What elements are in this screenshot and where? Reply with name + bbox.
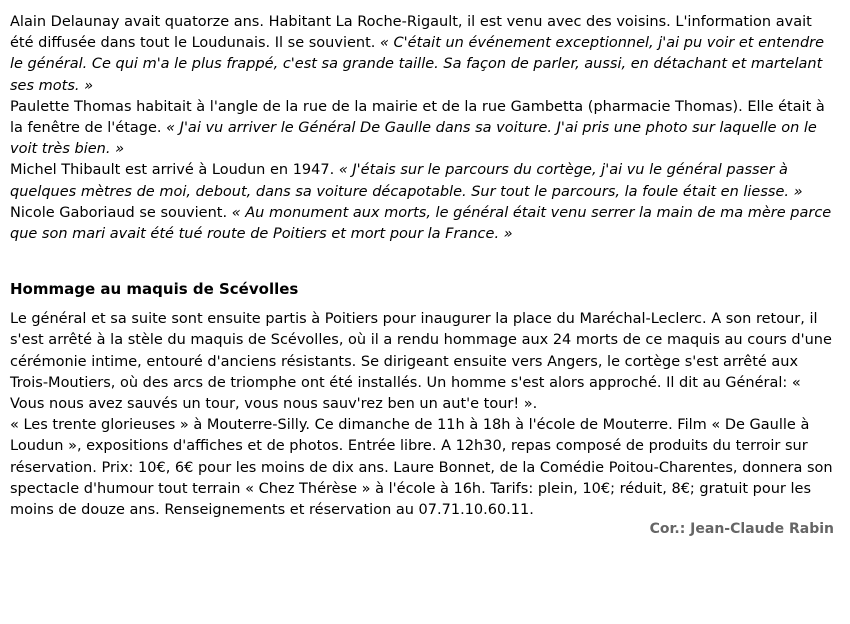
spacer [10,245,836,279]
paragraph-gaboriaud [10,203,836,245]
paragraph-thibault [10,160,836,202]
byline: Cor.: Jean-Claude Rabin [649,521,834,538]
quote-text: « J'étais sur le parcours du cortège, j'ai vu le général passer à quelques mètres de moi, debout, dans sa voiture décapotable. Sur tout le parcours, la foule était en liesse. » [10,162,803,200]
paragraph-scevolles: Le général et sa suite sont ensuite partis à Poitiers pour inaugurer la place du Maréchal-Leclerc. A son retour, il s'est arrêté à la stèle du maquis de Scévolles, où il a rendu hommage aux 24 morts de ce maquis au cours d'une cérémonie intime, entouré d'anciens résistants. Se dirigeant ensuite vers Angers, le cortège s'est arrêté aux Trois-Moutiers, où des arcs de triomphe ont été installés. Un homme s'est alors approché. Il dit au Général: « Vous nous avez sauvés un tour, vous nous sauv'rez ben un aut'e tour! ». [10,311,832,413]
quote-text: « J'ai vu arriver le Général De Gaulle dans sa voiture. J'ai pris une photo sur laquelle on le voit très bien. » [10,120,817,158]
paragraph-text: Nicole Gaboriaud se souvient. [10,204,232,221]
paragraph-event: « Les trente glorieuses » à Mouterre-Silly. Ce dimanche de 11h à 18h à l'école de Mouterre. Film « De Gaulle à Loudun », expositions d'affiches et de photos. Entrée libre. A 12h30, repas composé de produits du terroir sur réservation. Prix: 10€, 6€ pour les moins de dix ans. Laure Bonnet, de la Comédie Poitou-Charentes, donnera son spectacle d'humour tout terrain « Chez Thérèse » à l'école à 16h. Tarifs: plein, 10€; réduit, 8€; gratuit pour les moins de douze ans. Renseignements et réservation au 07.71.10.60.11. [10,417,833,519]
article [10,12,836,537]
paragraph-text: Michel Thibault est arrivé à Loudun en 1947. [10,162,339,179]
paragraph-delaunay [10,12,836,97]
paragraph-text: Paulette Thomas habitait à l'angle de la rue de la mairie et de la rue Gambetta (pharmacie Thomas). Elle était à la fenêtre de l'étage. [10,98,825,137]
paragraph-text: Alain Delaunay avait quatorze ans. Habitant La Roche-Rigault, il est venu avec des voisins. L'information avait été diffusée dans tout le Loudunais. Il se souvient. [10,14,812,52]
paragraph-thomas [10,97,836,161]
quote-text: « Au monument aux morts, le général était venu serrer la main de ma mère parce que son mari avait été tué route de Poitiers et mort pour la France. » [10,204,832,243]
section-heading: Hommage au maquis de Scévolles [10,280,299,299]
quote-text: « C'était un événement exceptionnel, j'ai pu voir et entendre le général. Ce qui m'a le plus frappé, c'est sa grande taille. Sa façon de parler, aussi, en détachant et martelant ses mots. » [10,35,825,94]
spacer [10,299,836,309]
